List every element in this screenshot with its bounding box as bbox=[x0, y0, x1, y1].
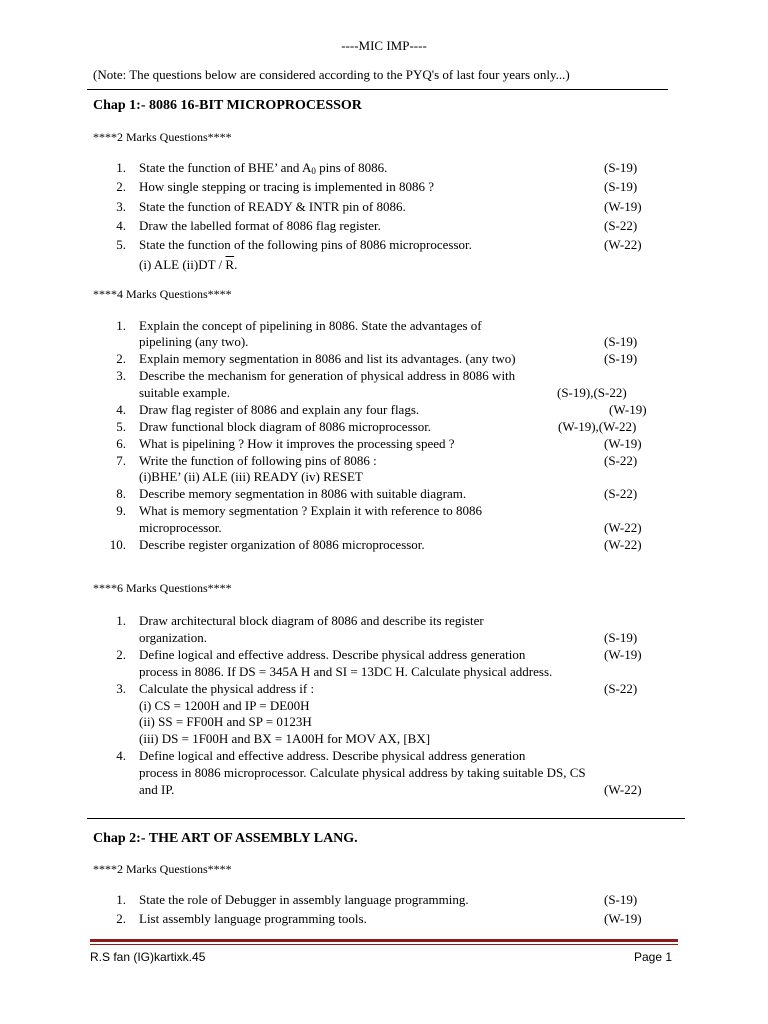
question-year: (W-22) bbox=[604, 782, 642, 797]
chap1-4m-q6 bbox=[0, 435, 768, 452]
question-year: (S-19) bbox=[604, 160, 638, 175]
question-text-part: State the function of BHE’ and A bbox=[139, 160, 312, 175]
chap2-2-marks-heading: ****2 Marks Questions**** bbox=[93, 862, 232, 876]
chapter-divider bbox=[87, 818, 685, 819]
question-text: Explain memory segmentation in 8086 and list its advantages. (any two) bbox=[139, 351, 516, 366]
question-number: 5. bbox=[116, 419, 126, 434]
chap1-2m-q5 bbox=[0, 236, 768, 253]
question-year: (S-19) bbox=[604, 179, 638, 194]
chap1-6m-q1 bbox=[0, 612, 768, 629]
question-text: process in 8086 microprocessor. Calculate physical address by taking suitable DS, CS bbox=[139, 765, 586, 780]
chapter-2-title: Chap 2:- THE ART OF ASSEMBLY LANG. bbox=[93, 831, 358, 846]
question-text-part: pins of 8086. bbox=[315, 160, 388, 175]
chap1-6m-q4 bbox=[0, 747, 768, 764]
question-text: Write the function of following pins of 8086 : bbox=[139, 453, 377, 468]
chap1-2m-q3 bbox=[0, 198, 768, 215]
overlined-letter: $\overline{R}$ bbox=[225, 257, 235, 272]
question-text: organization. bbox=[139, 630, 207, 645]
question-year: (S-22) bbox=[604, 218, 638, 233]
question-text: and IP. bbox=[139, 782, 175, 797]
question-text: suitable example. bbox=[139, 385, 230, 400]
question-number: 7. bbox=[116, 453, 126, 468]
question-text: Draw the labelled format of 8086 flag register. bbox=[139, 218, 381, 233]
question-text: How single stepping or tracing is implemented in 8086 ? bbox=[139, 179, 434, 194]
chap1-2m-q1 bbox=[0, 159, 768, 176]
chap1-6m-q1-line2 bbox=[0, 629, 768, 646]
question-year: (S-22) bbox=[604, 486, 638, 501]
question-year: (S-19) bbox=[604, 351, 638, 366]
question-year: (S-19) bbox=[604, 334, 638, 349]
question-year: (W-22) bbox=[604, 237, 642, 252]
question-number: 5. bbox=[116, 237, 126, 252]
chap1-6m-q4-line3 bbox=[0, 781, 768, 798]
chap1-6m-q3 bbox=[0, 680, 768, 697]
question-number: 4. bbox=[116, 218, 126, 233]
chap1-4m-q5 bbox=[0, 418, 768, 435]
question-text: Explain the concept of pipelining in 8086. State the advantages of bbox=[139, 318, 482, 333]
question-year: (S-22) bbox=[604, 681, 638, 696]
question-text: process in 8086. If DS = 345A H and SI = 13DC H. Calculate physical address. bbox=[139, 664, 553, 679]
document-title: ----MIC IMP---- bbox=[341, 38, 427, 53]
question-text: What is memory segmentation ? Explain it with reference to 8086 bbox=[139, 503, 482, 518]
question-text-part: (i) ALE (ii)DT / bbox=[139, 257, 226, 272]
chap1-2m-q5-line2 bbox=[0, 256, 768, 273]
footer-rule-thick bbox=[90, 939, 678, 942]
chap1-4-marks-heading: ****4 Marks Questions**** bbox=[93, 287, 232, 301]
chap1-4m-q3-line2 bbox=[0, 384, 768, 401]
question-text: State the function of READY & INTR pin of 8086. bbox=[139, 199, 406, 214]
question-number: 9. bbox=[116, 503, 126, 518]
question-text: List assembly language programming tools. bbox=[139, 911, 367, 926]
question-number: 2. bbox=[116, 911, 126, 926]
question-text: State the role of Debugger in assembly language programming. bbox=[139, 892, 469, 907]
question-number: 3. bbox=[116, 199, 126, 214]
chap2-2m-q2 bbox=[0, 910, 768, 927]
question-year: (W-19) bbox=[604, 647, 642, 662]
question-number: 6. bbox=[116, 436, 126, 451]
question-year: (W-19) bbox=[609, 402, 647, 417]
chap1-4m-q3 bbox=[0, 367, 768, 384]
chap1-4m-q7-line2 bbox=[0, 468, 768, 485]
chap1-4m-q8 bbox=[0, 485, 768, 502]
chap1-6m-q3-line4 bbox=[0, 730, 768, 747]
question-text-part: . bbox=[234, 257, 238, 272]
question-text: Draw architectural block diagram of 8086 and describe its register bbox=[139, 613, 484, 628]
question-text: Define logical and effective address. Describe physical address generation bbox=[139, 748, 526, 763]
question-year: (W-22) bbox=[604, 537, 642, 552]
question-number: 2. bbox=[116, 647, 126, 662]
question-text bbox=[139, 256, 237, 273]
question-year: (S-19),(S-22) bbox=[557, 385, 627, 400]
question-number: 4. bbox=[116, 402, 126, 417]
question-text: Describe memory segmentation in 8086 with suitable diagram. bbox=[139, 486, 467, 501]
question-text bbox=[139, 159, 387, 176]
question-text: State the function of the following pins of 8086 microprocessor. bbox=[139, 237, 472, 252]
question-year: (S-19) bbox=[604, 892, 638, 907]
footer-credit: R.S fan (IG)kartixk.45 bbox=[90, 950, 206, 964]
document-note: (Note: The questions below are considered according to the PYQ's of last four years only...) bbox=[93, 67, 570, 82]
question-text: (i)BHE’ (ii) ALE (iii) READY (iv) RESET bbox=[139, 469, 363, 484]
chap1-4m-q10 bbox=[0, 536, 768, 553]
footer-rule-thin bbox=[90, 944, 678, 945]
page-number: Page 1 bbox=[634, 950, 673, 964]
header-divider bbox=[87, 89, 668, 90]
question-number: 1. bbox=[116, 613, 126, 628]
question-number: 1. bbox=[116, 318, 126, 333]
chap1-6m-q3-line3 bbox=[0, 713, 768, 730]
question-year: (S-22) bbox=[604, 453, 638, 468]
question-year: (S-19) bbox=[604, 630, 638, 645]
chap1-4m-q2 bbox=[0, 350, 768, 367]
question-number: 1. bbox=[116, 892, 126, 907]
chap1-2m-q4 bbox=[0, 217, 768, 234]
question-year: (W-19) bbox=[604, 436, 642, 451]
chap1-6m-q4-line2 bbox=[0, 764, 768, 781]
chap1-6m-q3-line2 bbox=[0, 697, 768, 714]
question-year: (W-19),(W-22) bbox=[558, 419, 637, 434]
question-text: microprocessor. bbox=[139, 520, 222, 535]
chap1-4m-q7 bbox=[0, 452, 768, 469]
question-text: Draw functional block diagram of 8086 microprocessor. bbox=[139, 419, 432, 434]
question-year: (W-22) bbox=[604, 520, 642, 535]
question-number: 1. bbox=[116, 160, 126, 175]
question-number: 4. bbox=[116, 748, 126, 763]
question-text: Define logical and effective address. Describe physical address generation bbox=[139, 647, 526, 662]
chap1-6m-q2 bbox=[0, 646, 768, 663]
question-text: Draw flag register of 8086 and explain any four flags. bbox=[139, 402, 420, 417]
question-text: (ii) SS = FF00H and SP = 0123H bbox=[139, 714, 312, 729]
chapter-1-title: Chap 1:- 8086 16-BIT MICROPROCESSOR bbox=[93, 98, 362, 113]
question-number: 2. bbox=[116, 179, 126, 194]
question-number: 8. bbox=[116, 486, 126, 501]
chap1-6-marks-heading: ****6 Marks Questions**** bbox=[93, 581, 232, 595]
chap1-2m-q2 bbox=[0, 178, 768, 195]
question-text: Calculate the physical address if : bbox=[139, 681, 315, 696]
question-text: Describe the mechanism for generation of physical address in 8086 with bbox=[139, 368, 516, 383]
chap2-2m-q1 bbox=[0, 891, 768, 908]
question-text: pipelining (any two). bbox=[139, 334, 249, 349]
question-number: 10. bbox=[109, 537, 126, 552]
chap1-4m-q1 bbox=[0, 317, 768, 334]
question-text: What is pipelining ? How it improves the processing speed ? bbox=[139, 436, 455, 451]
chap1-4m-q9-line2 bbox=[0, 519, 768, 536]
question-number: 3. bbox=[116, 681, 126, 696]
chap1-4m-q4 bbox=[0, 401, 768, 418]
question-number: 3. bbox=[116, 368, 126, 383]
question-text: Describe register organization of 8086 microprocessor. bbox=[139, 537, 425, 552]
question-number: 2. bbox=[116, 351, 126, 366]
chap1-4m-q1-line2 bbox=[0, 333, 768, 350]
chap1-2-marks-heading: ****2 Marks Questions**** bbox=[93, 130, 232, 144]
question-year: (W-19) bbox=[604, 911, 642, 926]
question-text: (i) CS = 1200H and IP = DE00H bbox=[139, 698, 310, 713]
chap1-4m-q9 bbox=[0, 502, 768, 519]
question-year: (W-19) bbox=[604, 199, 642, 214]
subscript: 0 bbox=[311, 166, 316, 176]
question-text: (iii) DS = 1F00H and BX = 1A00H for MOV AX, [BX] bbox=[139, 731, 431, 746]
chap1-6m-q2-line2 bbox=[0, 663, 768, 680]
